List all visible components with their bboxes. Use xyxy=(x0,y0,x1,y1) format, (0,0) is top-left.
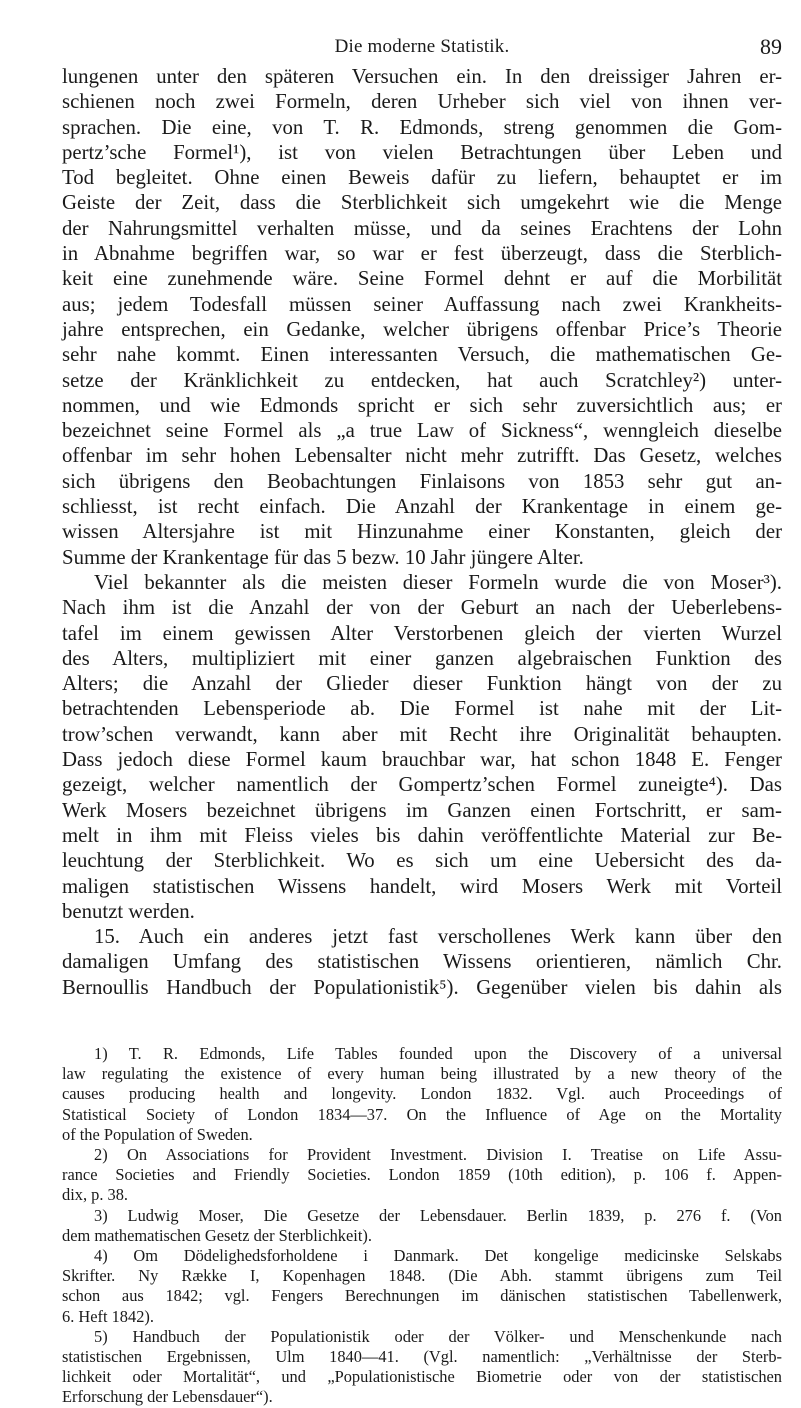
footnote-line: statistischen Ergebnissen, Ulm 1840—41. (Vgl. namentlich: „Verhältnisse der Sterb- xyxy=(62,1347,782,1367)
footnote-line: rance Societies and Friendly Societies. London 1859 (10th edition), p. 106 f. Appen- xyxy=(62,1165,782,1185)
text-line: betrachtenden Lebensperiode ab. Die Formel ist nahe mit der Lit- xyxy=(62,697,782,721)
text-line: nommen, und wie Edmonds spricht er sich sehr zuversichtlich aus; er xyxy=(62,393,782,417)
running-title: Die moderne Statistik. xyxy=(334,36,510,57)
text-line: damaligen Umfang des statistischen Wissens orientieren, nämlich Chr. xyxy=(62,950,782,974)
text-line: bezeichnet seine Formel als „a true Law of Sickness“, wenngleich dieselbe xyxy=(62,419,782,443)
text-line: in Abnahme begriffen war, so war er fest überzeugt, dass die Sterblich- xyxy=(62,242,782,266)
main-text xyxy=(62,64,782,1000)
text-line: der Nahrungsmittel verhalten müsse, und da seines Erachtens der Lohn xyxy=(62,216,782,240)
footnote-line: Statistical Society of London 1834—37. On the Influence of Age on the Mortality xyxy=(62,1104,782,1124)
text-line: pertz’sche Formel¹), ist von vielen Betrachtungen über Leben und xyxy=(62,140,782,164)
text-line: sprachen. Die eine, von T. R. Edmonds, streng genommen die Gom- xyxy=(62,115,782,139)
text-line: schliesst, ist recht einfach. Die Anzahl der Krankentage in einem ge- xyxy=(62,495,782,519)
footnote-line: 5) Handbuch der Populationistik oder der Völker- und Menschenkunde nach xyxy=(94,1326,782,1346)
page-number: 89 xyxy=(760,34,782,59)
text-line: Dass jedoch diese Formel kaum brauchbar war, hat schon 1848 E. Fenger xyxy=(62,748,782,772)
footnote-line: causes producing health and longevity. London 1832. Vgl. auch Proceedings of xyxy=(62,1084,782,1104)
text-line: sehr nahe kommt. Einen interessanten Versuch, die mathematischen Ge- xyxy=(62,343,782,367)
text-line: setze der Kränklichkeit zu entdecken, hat auch Scratchley²) unter- xyxy=(62,368,782,392)
text-line: Viel bekannter als die meisten dieser Formeln wurde die von Moser³). xyxy=(94,570,782,594)
text-line: Alters; die Anzahl der Glieder dieser Funktion hängt von der zu xyxy=(62,672,782,696)
text-line: Nach ihm ist die Anzahl der von der Geburt an nach der Ueberlebens- xyxy=(62,596,782,620)
text-line: offenbar im sehr hohen Lebensalter nicht mehr zutrifft. Das Gesetz, welches xyxy=(62,444,782,468)
footnote-line: 4) Om Dödelighedsforholdene i Danmark. Det kongelige medicinske Selskabs xyxy=(94,1246,782,1266)
text-line: Werk Mosers bezeichnet übrigens im Ganzen einen Fortschritt, er sam- xyxy=(62,798,782,822)
text-line: Summe der Krankentage für das 5 bezw. 10 Jahr jüngere Alter. xyxy=(62,545,584,569)
footnote-line: of the Population of Sweden. xyxy=(62,1124,253,1144)
text-line: lungenen unter den späteren Versuchen ein. In den dreissiger Jahren er- xyxy=(62,65,782,88)
footnote-line: 6. Heft 1842). xyxy=(62,1306,154,1326)
text-line: leuchtung der Sterblichkeit. Wo es sich um eine Uebersicht des da- xyxy=(62,849,782,873)
footnote-line: Erforschung der Lebensdauer“). xyxy=(62,1387,273,1407)
footnote-line: Skrifter. Ny Række I, Kopenhagen 1848. (Die Abh. stammt übrigens zum Teil xyxy=(62,1266,782,1286)
text-line: schienen noch zwei Formeln, deren Urheber sich viel von ihnen ver- xyxy=(62,90,782,114)
text-line: des Alters, multipliziert mit einer ganzen algebraischen Funktion des xyxy=(62,646,782,670)
footnote-line: law regulating the existence of every human being illustrated by a new theory of the xyxy=(62,1064,782,1084)
text-line: maligen statistischen Wissens handelt, wird Mosers Werk mit Vorteil xyxy=(62,874,782,898)
text-line: jahre entsprechen, ein Gedanke, welcher übrigens offenbar Price’s Theorie xyxy=(62,317,782,341)
text-line: aus; jedem Todesfall müssen seiner Auffassung nach zwei Krankheits- xyxy=(62,292,782,316)
footnote-line: 1) T. R. Edmonds, Life Tables founded upon the Discovery of a universal xyxy=(94,1044,782,1063)
running-header xyxy=(62,14,782,59)
text-line: wissen Altersjahre ist mit Hinzunahme einer Konstanten, gleich der xyxy=(62,520,782,544)
footnote-line: dem mathematischen Gesetz der Sterblichkeit). xyxy=(62,1225,372,1245)
footnotes xyxy=(62,1044,782,1408)
text-line: gezeigt, welcher namentlich der Gompertz’schen Formel zuneigte⁴). Das xyxy=(62,773,782,797)
text-line: benutzt werden. xyxy=(62,899,195,923)
text-line: sich übrigens den Beobachtungen Finlaisons von 1853 sehr gut an- xyxy=(62,469,782,493)
footnote-line: 2) On Associations for Provident Investment. Division I. Treatise on Life Assu- xyxy=(94,1145,782,1165)
footnote-line: lichkeit oder Mortalität“, und „Populationistische Biometrie oder von der statistischen xyxy=(62,1367,782,1387)
text-line: Bernoullis Handbuch der Populationistik⁵). Gegenüber vielen bis dahin als xyxy=(62,975,782,999)
text-line: Tod begleitet. Ohne einen Beweis dafür zu liefern, behauptet er im xyxy=(62,166,782,190)
text-line: melt in ihm mit Fleiss vieles bis dahin veröffentlichte Material zur Be- xyxy=(62,823,782,847)
text-line: keit eine zunehmende wäre. Seine Formel dehnt er auf die Morbilität xyxy=(62,267,782,291)
text-line: Geiste der Zeit, dass die Sterblichkeit sich umgekehrt wie die Menge xyxy=(62,191,782,215)
text-line: trow’schen verwandt, kann aber mit Recht ihre Originalität behaupten. xyxy=(62,722,782,746)
text-line: 15. Auch ein anderes jetzt fast verschollenes Werk kann über den xyxy=(94,925,782,949)
footnote-line: 3) Ludwig Moser, Die Gesetze der Lebensdauer. Berlin 1839, p. 276 f. (Von xyxy=(94,1205,782,1225)
footnote-line: schon aus 1842; vgl. Fengers Berechnungen im dänischen statistischen Tabellenwerk, xyxy=(62,1286,782,1306)
footnote-line: dix, p. 38. xyxy=(62,1185,129,1205)
text-line: tafel im einem gewissen Alter Verstorbenen gleich der vierten Wurzel xyxy=(62,621,782,645)
